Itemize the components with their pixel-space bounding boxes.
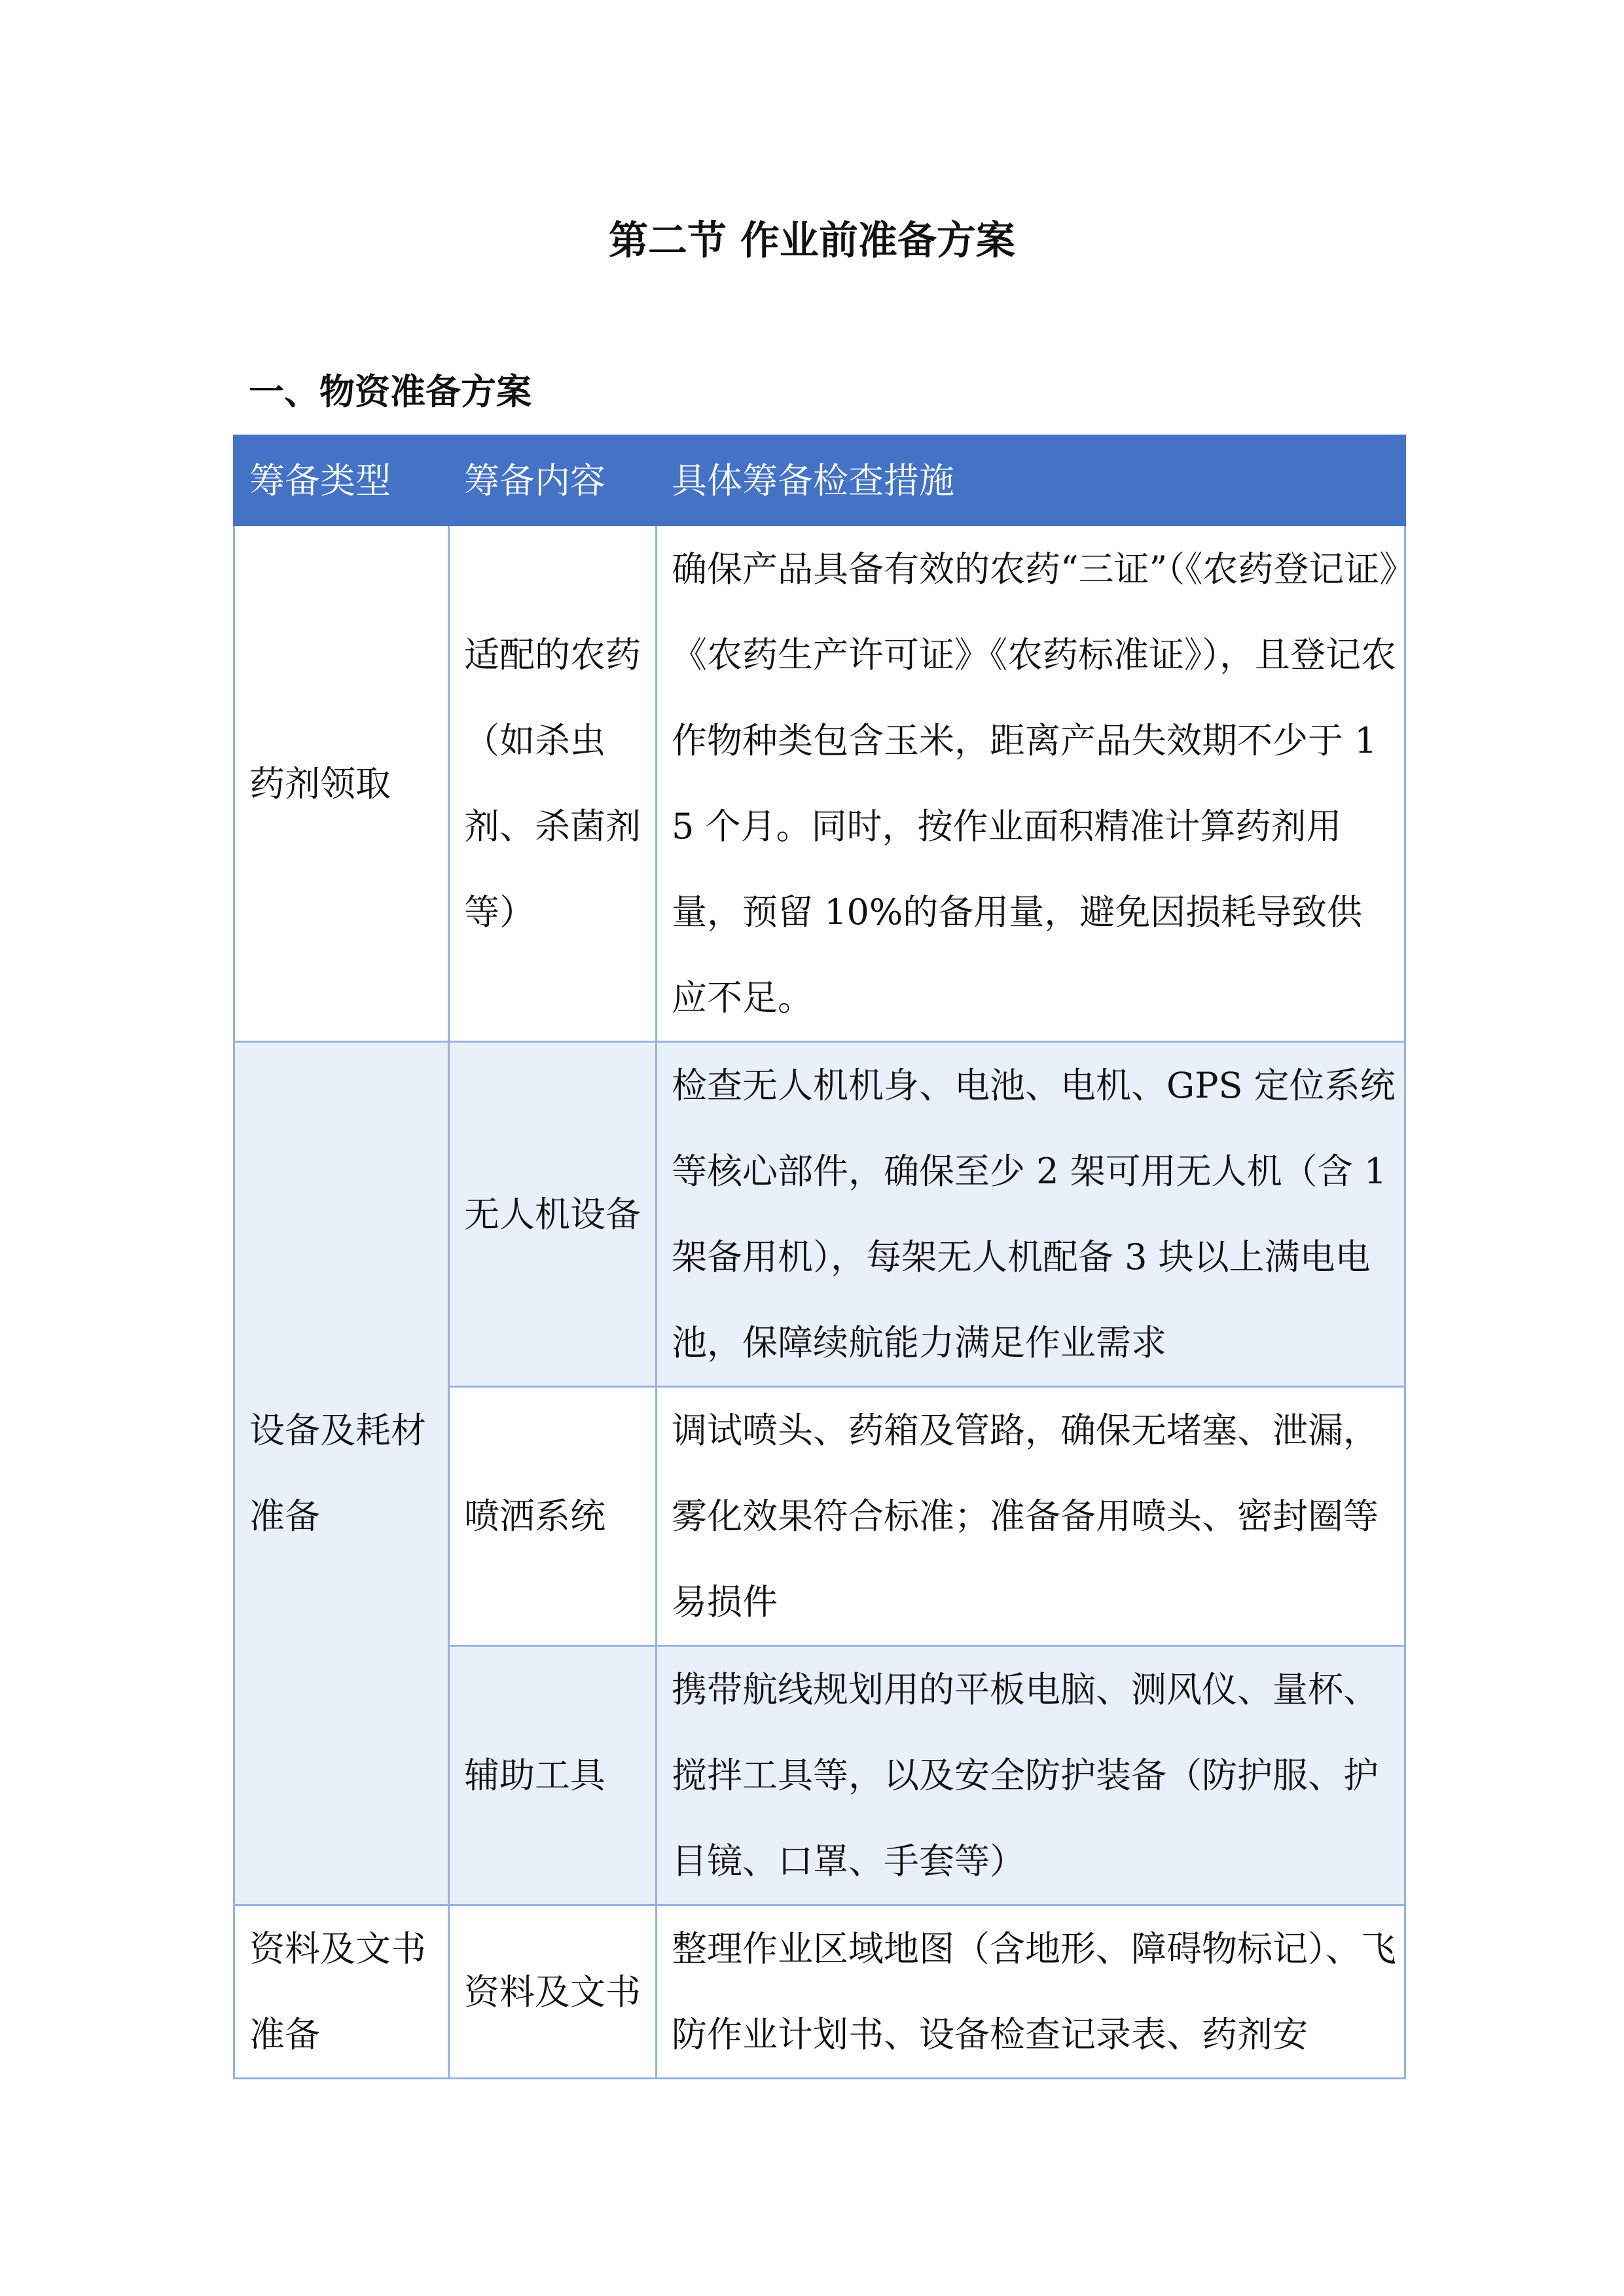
header-prep-content: 筹备内容 [449, 436, 657, 526]
cell-prep-type: 设备及耗材准备 [234, 1042, 449, 1905]
cell-prep-type: 资料及文书准备 [234, 1905, 449, 2079]
page-title: 第二节 作业前准备方案 [609, 218, 1015, 264]
cell-prep-measure: 确保产品具备有效的农药“三证”（《农药登记证》《农药生产许可证》《农药标准证》），且登记农作物种类包含玉米，距离产品失效期不少于 15 个月。同时，按作业面积精准计算药剂用量，预留 10%的备用量，避免因损耗导致供应不足。 [657, 526, 1405, 1042]
table-row [234, 1905, 1405, 2079]
cell-prep-type: 药剂领取 [234, 526, 449, 1042]
cell-prep-measure: 检查无人机机身、电池、电机、GPS 定位系统等核心部件，确保至少 2 架可用无人机（含 1 架备用机），每架无人机配备 3 块以上满电电池，保障续航能力满足作业需求 [657, 1042, 1405, 1387]
material-prep-table [233, 435, 1406, 2079]
table-row [234, 526, 1405, 1042]
cell-prep-measure: 整理作业区域地图（含地形、障碍物标记）、飞防作业计划书、设备检查记录表、药剂安 [657, 1905, 1405, 2079]
section-heading: 一、物资准备方案 [249, 370, 532, 412]
header-prep-measures: 具体筹备检查措施 [657, 436, 1405, 526]
cell-prep-content: 辅助工具 [449, 1646, 657, 1905]
cell-prep-measure: 调试喷头、药箱及管路，确保无堵塞、泄漏，雾化效果符合标准；准备备用喷头、密封圈等易损件 [657, 1387, 1405, 1646]
cell-prep-content: 适配的农药（如杀虫剂、杀菌剂等） [449, 526, 657, 1042]
cell-prep-measure: 携带航线规划用的平板电脑、测风仪、量杯、搅拌工具等，以及安全防护装备（防护服、护目镜、口罩、手套等） [657, 1646, 1405, 1905]
cell-prep-content: 喷洒系统 [449, 1387, 657, 1646]
table-row [234, 1042, 1405, 1387]
header-prep-type: 筹备类型 [234, 436, 449, 526]
cell-prep-content: 资料及文书 [449, 1905, 657, 2079]
table-header-row [234, 436, 1405, 526]
cell-prep-content: 无人机设备 [449, 1042, 657, 1387]
